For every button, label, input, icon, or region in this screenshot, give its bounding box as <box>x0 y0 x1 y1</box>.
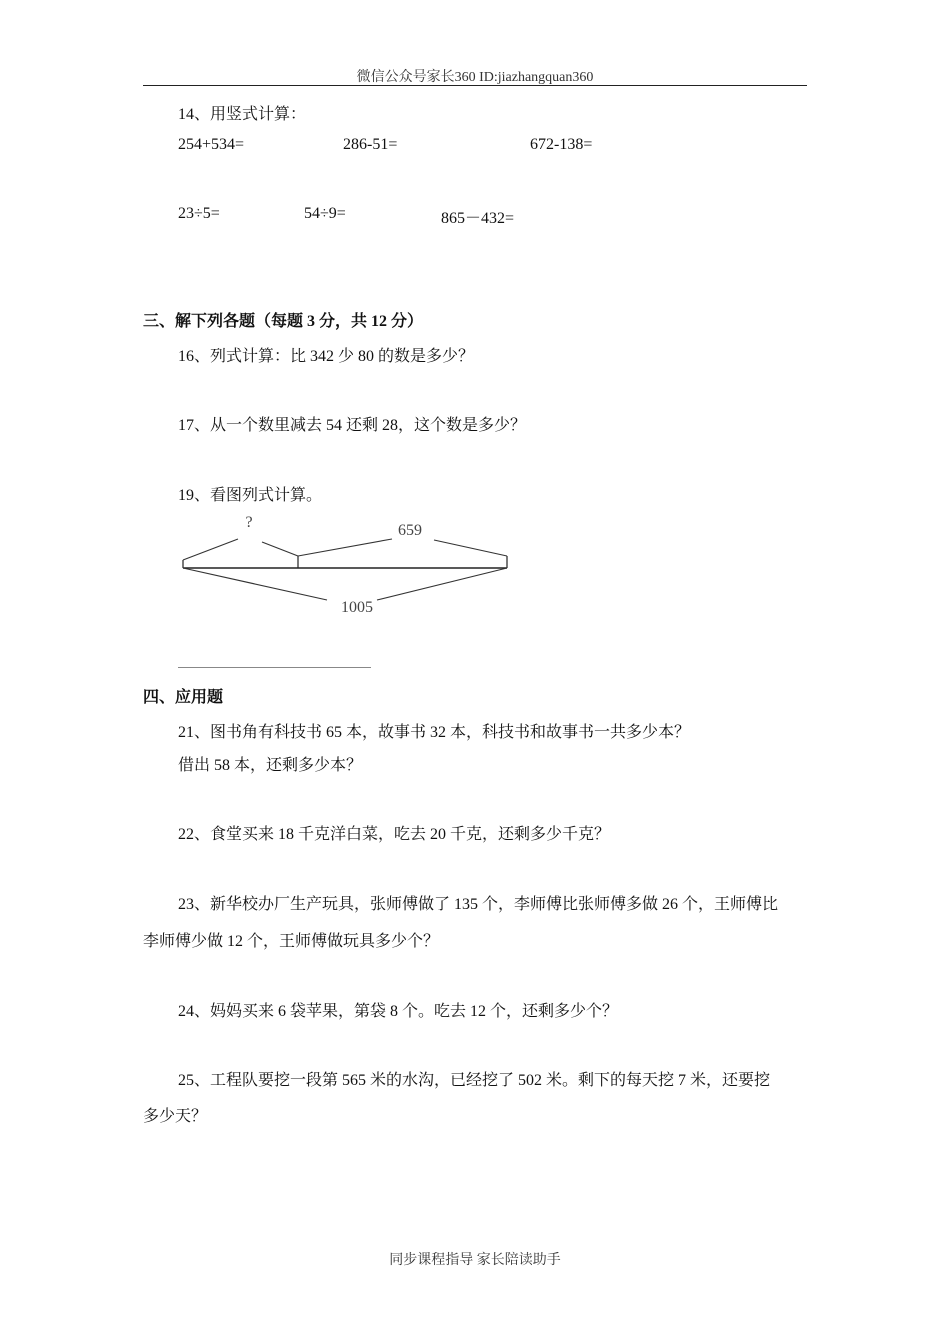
q21-line2: 借出 58 本，还剩多少本？ <box>178 757 363 774</box>
q17-text: 17、从一个数里减去 54 还剩 28，这个数是多少？ <box>178 417 527 434</box>
q14-expr-3: 672-138= <box>530 136 593 153</box>
q14-expr-1: 254+534= <box>178 136 245 153</box>
part-brace-right <box>434 540 507 556</box>
q25-line1: 25、工程队要挖一段第 565 米的水沟，已经挖了 502 米。剩下的每天挖 7 米，还要挖 <box>178 1072 771 1089</box>
q14-expr-5: 54÷9= <box>304 205 346 222</box>
page-header: 微信公众号家长360 ID:jiazhangquan360 <box>356 70 594 85</box>
answer-line <box>178 667 371 668</box>
unknown-label: ? <box>245 514 253 531</box>
q14-expr-6: 865－432= <box>441 210 515 227</box>
part-label: 659 <box>398 522 422 539</box>
q21-line1: 21、图书角有科技书 65 本，故事书 32 本，科技书和故事书一共多少本？ <box>178 724 691 741</box>
q19-text: 19、看图列式计算。 <box>178 487 323 504</box>
total-brace-right <box>377 568 507 600</box>
section4-title: 四、应用题 <box>143 689 224 706</box>
part-brace-left <box>298 539 392 556</box>
section3-title: 三、解下列各题（每题 3 分，共 12 分） <box>143 313 424 330</box>
total-label: 1005 <box>341 599 373 616</box>
segment-diagram <box>170 508 520 620</box>
q16-text: 16、列式计算：比 342 少 80 的数是多少？ <box>178 348 475 365</box>
unknown-brace-right <box>262 542 298 556</box>
q22-text: 22、食堂买来 18 千克洋白菜，吃去 20 千克，还剩多少千克？ <box>178 826 611 843</box>
q23-line2: 李师傅少做 12 个，王师傅做玩具多少个？ <box>143 933 440 950</box>
q23-line1: 23、新华校办厂生产玩具，张师傅做了 135 个，李师傅比张师傅多做 26 个，王师傅比 <box>178 896 779 913</box>
total-brace-left <box>183 568 327 600</box>
q25-line2: 多少天？ <box>143 1108 208 1125</box>
q14-expr-2: 286-51= <box>343 136 398 153</box>
q14-title: 14、用竖式计算： <box>178 106 307 123</box>
page-footer: 同步课程指导 家长陪读助手 <box>389 1253 561 1268</box>
q14-expr-4: 23÷5= <box>178 205 220 222</box>
header-rule <box>143 85 807 86</box>
unknown-brace-left <box>183 539 238 560</box>
q24-text: 24、妈妈买来 6 袋苹果，第袋 8 个。吃去 12 个，还剩多少个？ <box>178 1003 619 1020</box>
